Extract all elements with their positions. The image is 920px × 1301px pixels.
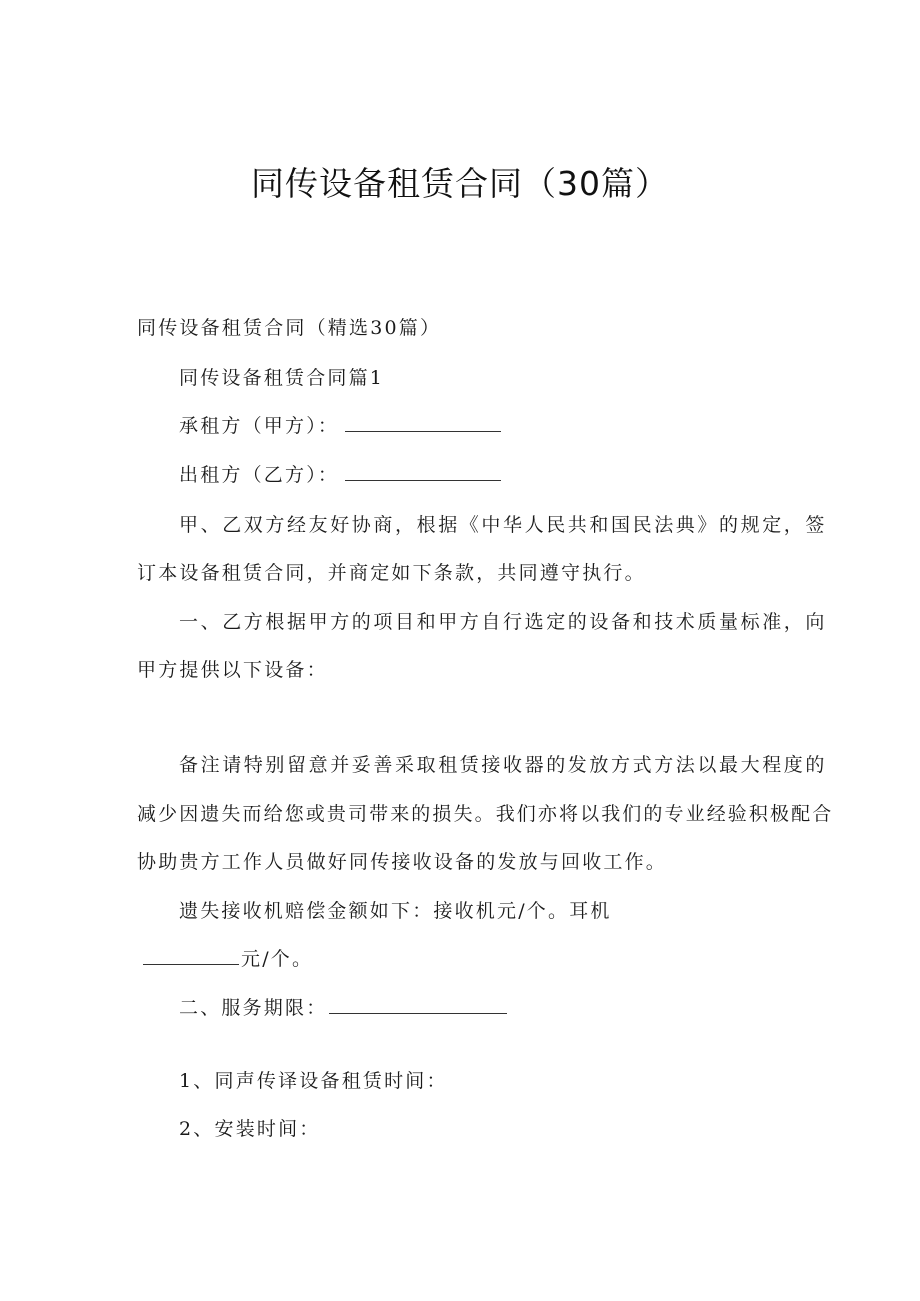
earphone-price-blank — [143, 946, 239, 965]
earphone-unit: 元/个。 — [241, 948, 314, 970]
document-subtitle: 同传设备租赁合同（精选30篇） — [137, 317, 442, 339]
section-heading: 同传设备租赁合同篇1 — [179, 367, 385, 389]
lessee-blank — [345, 413, 501, 432]
compensation-line-2 — [143, 944, 313, 971]
note-line-1: 备注请特别留意并妥善采取租赁接收器的发放方式方法以最大程度的 — [179, 754, 828, 776]
service-period-blank — [329, 995, 507, 1014]
clause-1-line-1: 一、乙方根据甲方的项目和甲方自行选定的设备和技术质量标准，向 — [179, 611, 828, 633]
lessee-field — [179, 411, 501, 438]
compensation-line-1: 遗失接收机赔偿金额如下：接收机元/个。耳机 — [179, 900, 612, 922]
paragraph-1-line-2: 订本设备租赁合同，并商定如下条款，共同遵守执行。 — [137, 562, 646, 584]
clause-1-line-2: 甲方提供以下设备： — [137, 659, 328, 681]
note-line-2: 减少因遗失而给您或贵司带来的损失。我们亦将以我们的专业经验积极配合 — [137, 803, 834, 825]
clause-2-label: 二、服务期限： — [179, 997, 328, 1019]
lessor-field — [179, 460, 501, 487]
lessee-label: 承租方（甲方）： — [179, 415, 340, 437]
item-2: 2、安装时间： — [179, 1118, 321, 1140]
paragraph-1-line-1: 甲、乙双方经友好协商，根据《中华人民共和国民法典》的规定，签 — [179, 514, 828, 536]
document-title: 同传设备租赁合同（30篇） — [251, 164, 669, 203]
note-line-3: 协助贵方工作人员做好同传接收设备的发放与回收工作。 — [137, 851, 668, 873]
lessor-blank — [345, 462, 501, 481]
item-1: 1、同声传译设备租赁时间： — [179, 1070, 448, 1092]
clause-2-field — [179, 993, 507, 1020]
lessor-label: 出租方（乙方）： — [179, 464, 340, 486]
